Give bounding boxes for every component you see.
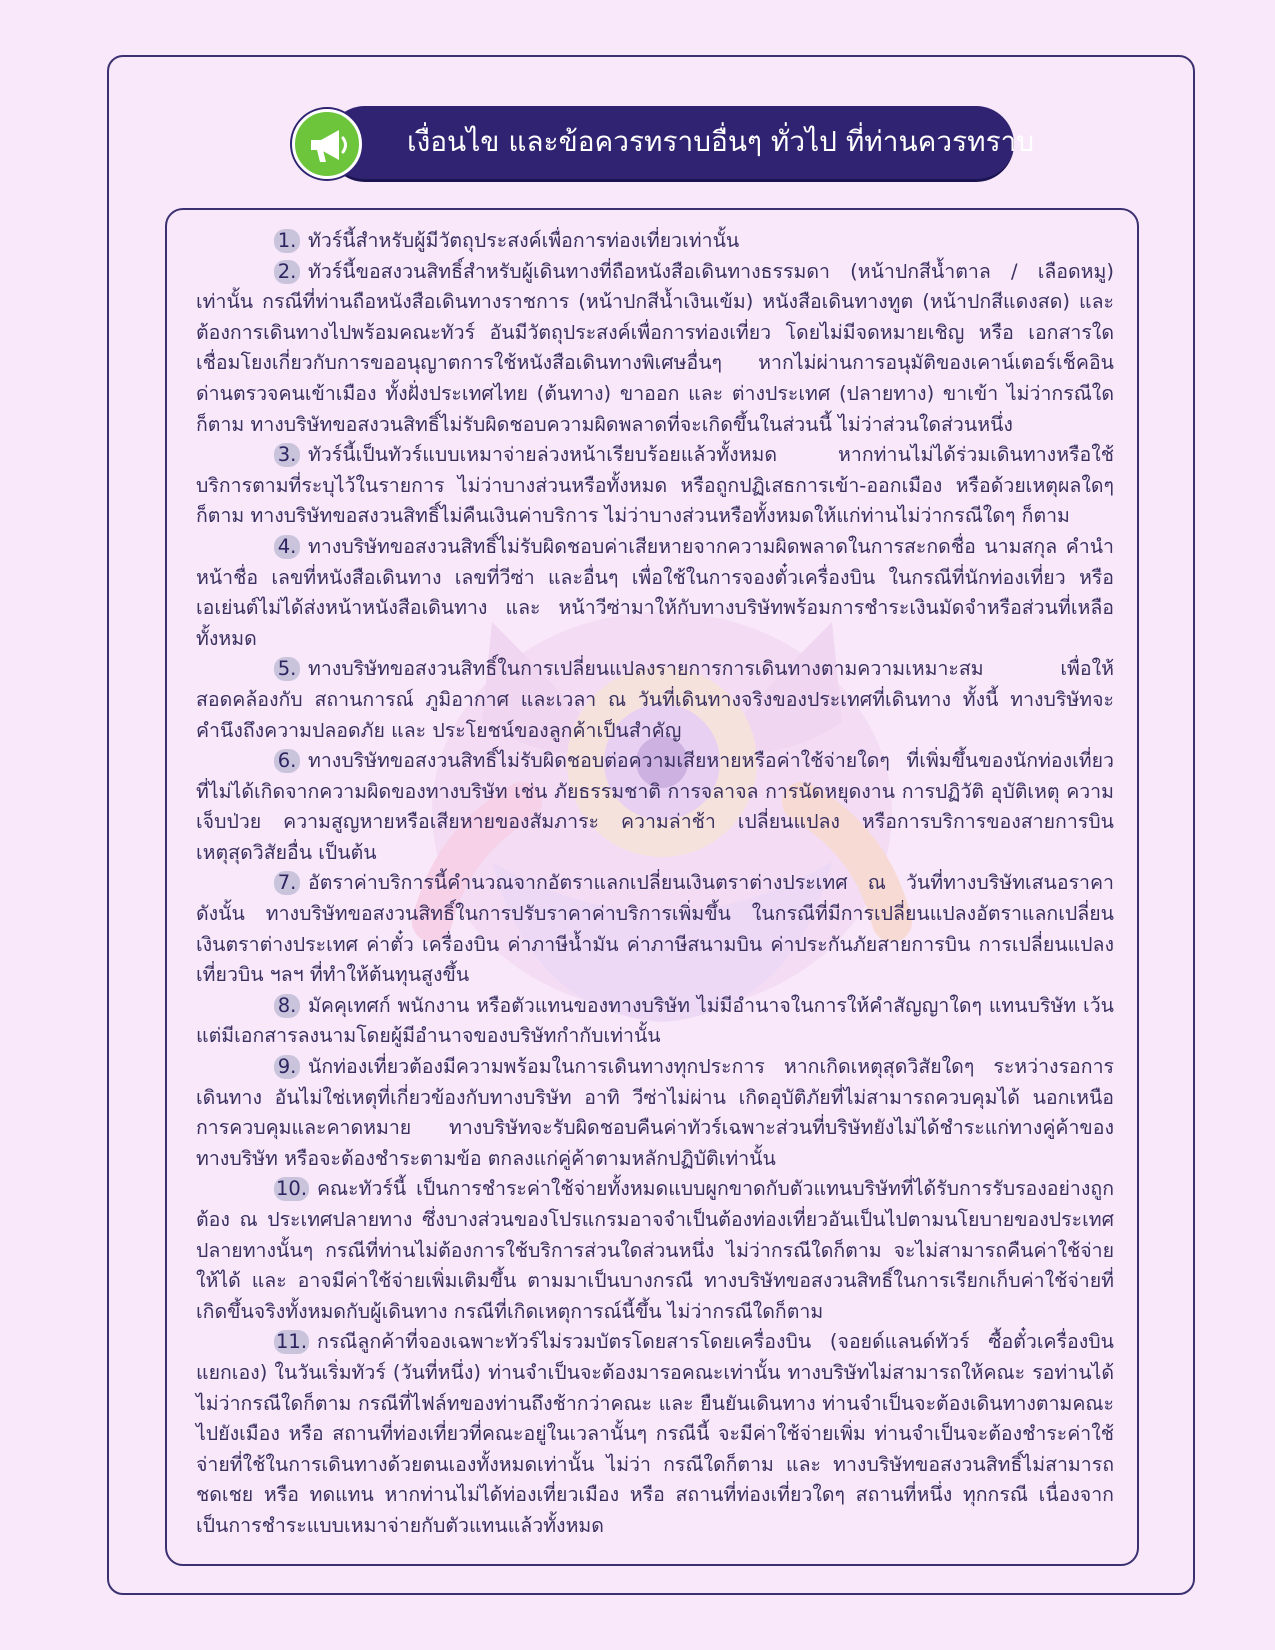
term-item	[196, 226, 1114, 257]
term-text: ทัวร์นี้เป็นทัวร์แบบเหมาจ่ายล่วงหน้าเรียบร้อยแล้วทั้งหมด หากท่านไม่ได้ร่วมเดินทางหรือใช้บริการตามที่ระบุไว้ในรายการ ไม่ว่าบางส่วนหรือทั้งหมด หรือถูกปฏิเสธการเข้า-ออกเมือง หรือด้วยเหตุผลใดๆ ก็ตาม ทางบริษัทขอสงวนสิทธิ์ไม่คืนเงินค่าบริการ ไม่ว่าบางส่วนหรือทั้งหมดให้แก่ท่านไม่ว่ากรณีใดๆ ก็ตาม	[196, 443, 1114, 528]
term-number: 2.	[274, 260, 300, 284]
term-text: กรณีลูกค้าที่จองเฉพาะทัวร์ไม่รวมบัตรโดยสารโดยเครื่องบิน (จอยด์แลนด์ทัวร์ ซื้อตั๋วเครื่องบินแยกเอง) ในวันเริ่มทัวร์ (วันที่หนึ่ง) ท่านจำเป็นจะต้องมารอคณะเท่านั้น ทางบริษัทไม่สามารถให้คณะ รอท่านได้ ไม่ว่ากรณีใดก็ตาม กรณีที่ไฟล์ทของท่านถึงช้ากว่าคณะ และ ยืนยันเดินทาง ท่านจำเป็นจะต้องเดินทางตามคณะไปยังเมือง หรือ สถานที่ท่องเที่ยวที่คณะอยู่ในเวลานั้นๆ กรณีนี้ จะมีค่าใช้จ่ายเพิ่ม ท่านจำเป็นจะต้องชำระค่าใช้จ่ายที่ใช้ในการเดินทางด้วยตนเองทั้งหมดเท่านั้น ไม่ว่า กรณีใดก็ตาม และ ทางบริษัทขอสงวนสิทธิ์ไม่สามารถชดเชย หรือ ทดแทน หากท่านไม่ได้ท่องเที่ยวเมือง หรือ สถานที่ท่องเที่ยวใดๆ สถานที่หนึ่ง ทุกกรณี เนื่องจากเป็นการชำระแบบเหมาจ่ายกับตัวแทนแล้วทั้งหมด	[196, 1330, 1114, 1537]
term-number: 10.	[276, 1177, 308, 1201]
term-item	[196, 1052, 1114, 1174]
term-text: ทางบริษัทขอสงวนสิทธิ์ไม่รับผิดชอบค่าเสียหายจากความผิดพลาดในการสะกดชื่อ นามสกุล คำนำหน้าชื่อ เลขที่หนังสือเดินทาง เลขที่วีซ่า และอื่นๆ เพื่อใช้ในการจองตั๋วเครื่องบิน ในกรณีที่นักท่องเที่ยว หรือเอเย่นต์ไม่ได้ส่งหน้าหนังสือเดินทาง และ หน้าวีซ่ามาให้กับทางบริษัทพร้อมการชำระเงินมัดจำหรือส่วนที่เหลือทั้งหมด	[196, 534, 1114, 650]
term-text: ทัวร์นี้ขอสงวนสิทธิ์สำหรับผู้เดินทางที่ถือหนังสือเดินทางธรรมดา (หน้าปกสีน้ำตาล / เลือดหมู) เท่านั้น กรณีที่ท่านถือหนังสือเดินทางราชการ (หน้าปกสีน้ำเงินเข้ม) หนังสือเดินทางทูต (หน้าปกสีแดงสด) และต้องการเดินทางไปพร้อมคณะทัวร์ อันมีวัตถุประสงค์เพื่อการท่องเที่ยว โดยไม่มีจดหมายเชิญ หรือ เอกสารใดเชื่อมโยงเกี่ยวกับการขออนุญาตการใช้หนังสือเดินทางพิเศษอื่นๆ หากไม่ผ่านการอนุมัติของเคาน์เตอร์เช็คอิน ด่านตรวจคนเข้าเมือง ทั้งฝั่งประเทศไทย (ต้นทาง) ขาออก และ ต่างประเทศ (ปลายทาง) ขาเข้า ไม่ว่ากรณีใดก็ตาม ทางบริษัทขอสงวนสิทธิ์ไม่รับผิดชอบความผิดพลาดที่จะเกิดขึ้นในส่วนนี้ ไม่ว่าส่วนใดส่วนหนึ่ง	[196, 259, 1114, 436]
page-title: เงื่อนไข และข้อควรทราบอื่นๆ ทั่วไป ที่ท่านควรทราบ	[407, 125, 1035, 158]
term-number: 9.	[274, 1055, 300, 1079]
term-item	[196, 1327, 1114, 1541]
term-text: มัคคุเทศก์ พนักงาน หรือตัวแทนของทางบริษัท ไม่มีอำนาจในการให้คำสัญญาใดๆ แทนบริษัท เว้นแต่มีเอกสารลงนามโดยผู้มีอำนาจของบริษัทกำกับเท่านั้น	[196, 993, 1114, 1048]
term-number: 11.	[276, 1330, 308, 1354]
term-item	[196, 532, 1114, 654]
term-item	[196, 746, 1114, 868]
term-item	[196, 991, 1114, 1052]
term-item	[196, 1174, 1114, 1327]
term-item	[196, 654, 1114, 746]
term-item	[196, 868, 1114, 990]
term-text: ทัวร์นี้สำหรับผู้มีวัตถุประสงค์เพื่อการท่องเที่ยวเท่านั้น	[308, 229, 740, 252]
term-number: 4.	[274, 535, 300, 559]
megaphone-icon	[292, 109, 362, 179]
term-number: 1.	[274, 229, 300, 253]
term-item	[196, 257, 1114, 441]
term-number: 8.	[274, 994, 300, 1018]
term-number: 5.	[274, 657, 300, 681]
term-number: 6.	[274, 749, 300, 773]
term-text: ทางบริษัทขอสงวนสิทธิ์ในการเปลี่ยนแปลงรายการการเดินทางตามความเหมาะสม เพื่อให้สอดคล้องกับ สถานการณ์ ภูมิอากาศ และเวลา ณ วันที่เดินทางจริงของประเทศที่เดินทาง ทั้งนี้ ทางบริษัทจะคำนึงถึงความปลอดภัย และ ประโยชน์ของลูกค้าเป็นสำคัญ	[196, 657, 1114, 742]
term-number: 7.	[274, 871, 300, 895]
term-text: ทางบริษัทขอสงวนสิทธิ์ไม่รับผิดชอบต่อความเสียหายหรือค่าใช้จ่ายใดๆ ที่เพิ่มขึ้นของนักท่องเที่ยวที่ไม่ได้เกิดจากความผิดของทางบริษัท เช่น ภัยธรรมชาติ การจลาจล การนัดหยุดงาน การปฏิวัติ อุบัติเหตุ ความเจ็บป่วย ความสูญหายหรือเสียหายของสัมภาระ ความล่าช้า เปลี่ยนแปลง หรือการบริการของสายการบิน เหตุสุดวิสัยอื่น เป็นต้น	[196, 749, 1114, 864]
term-item	[196, 440, 1114, 532]
term-number: 3.	[274, 443, 300, 467]
header-banner	[292, 105, 1035, 183]
term-text: อัตราค่าบริการนี้คำนวณจากอัตราแลกเปลี่ยนเงินตราต่างประเทศ ณ วันที่ทางบริษัทเสนอราคา ดังนั้น ทางบริษัทขอสงวนสิทธิ์ในการปรับราคาค่าบริการเพิ่มขึ้น ในกรณีที่มีการเปลี่ยนแปลงอัตราแลกเปลี่ยนเงินตราต่างประเทศ ค่าตั๋ว เครื่องบิน ค่าภาษีน้ำมัน ค่าภาษีสนามบิน ค่าประกันภัยสายการบิน การเปลี่ยนแปลงเที่ยวบิน ฯลฯ ที่ทำให้ต้นทุนสูงขึ้น	[196, 871, 1114, 987]
term-text: คณะทัวร์นี้ เป็นการชำระค่าใช้จ่ายทั้งหมดแบบผูกขาดกับตัวแทนบริษัทที่ได้รับการรับรองอย่างถูกต้อง ณ ประเทศปลายทาง ซึ่งบางส่วนของโปรแกรมอาจจำเป็นต้องท่องเที่ยวอันเป็นไปตามนโยบายของประเทศปลายทางนั้นๆ กรณีที่ท่านไม่ต้องการใช้บริการส่วนใดส่วนหนึ่ง ไม่ว่ากรณีใดก็ตาม จะไม่สามารถคืนค่าใช้จ่ายให้ได้ และ อาจมีค่าใช้จ่ายเพิ่มเติมขึ้น ตามมาเป็นบางกรณี ทางบริษัทขอสงวนสิทธิ์ในการเรียกเก็บค่าใช้จ่ายที่เกิดขึ้นจริงทั้งหมดกับผู้เดินทาง กรณีที่เกิดเหตุการณ์นี้ขึ้น ไม่ว่ากรณีใดก็ตาม	[196, 1177, 1114, 1323]
terms-list	[196, 226, 1114, 1542]
term-text: นักท่องเที่ยวต้องมีความพร้อมในการเดินทางทุกประการ หากเกิดเหตุสุดวิสัยใดๆ ระหว่างรอการเดินทาง อันไม่ใช่เหตุที่เกี่ยวข้องกับทางบริษัท อาทิ วีซ่าไม่ผ่าน เกิดอุบัติภัยที่ไม่สามารถควบคุมได้ นอกเหนือการควบคุมและคาดหมาย ทางบริษัทจะรับผิดชอบคืนค่าทัวร์เฉพาะส่วนที่บริษัทยังไม่ได้ชำระแก่ทางคู่ค้าของทางบริษัท หรือจะต้องชำระตามข้อ ตกลงแก่คู่ค้าตามหลักปฏิบัติเท่านั้น	[196, 1055, 1114, 1170]
header-pill	[327, 106, 1035, 182]
